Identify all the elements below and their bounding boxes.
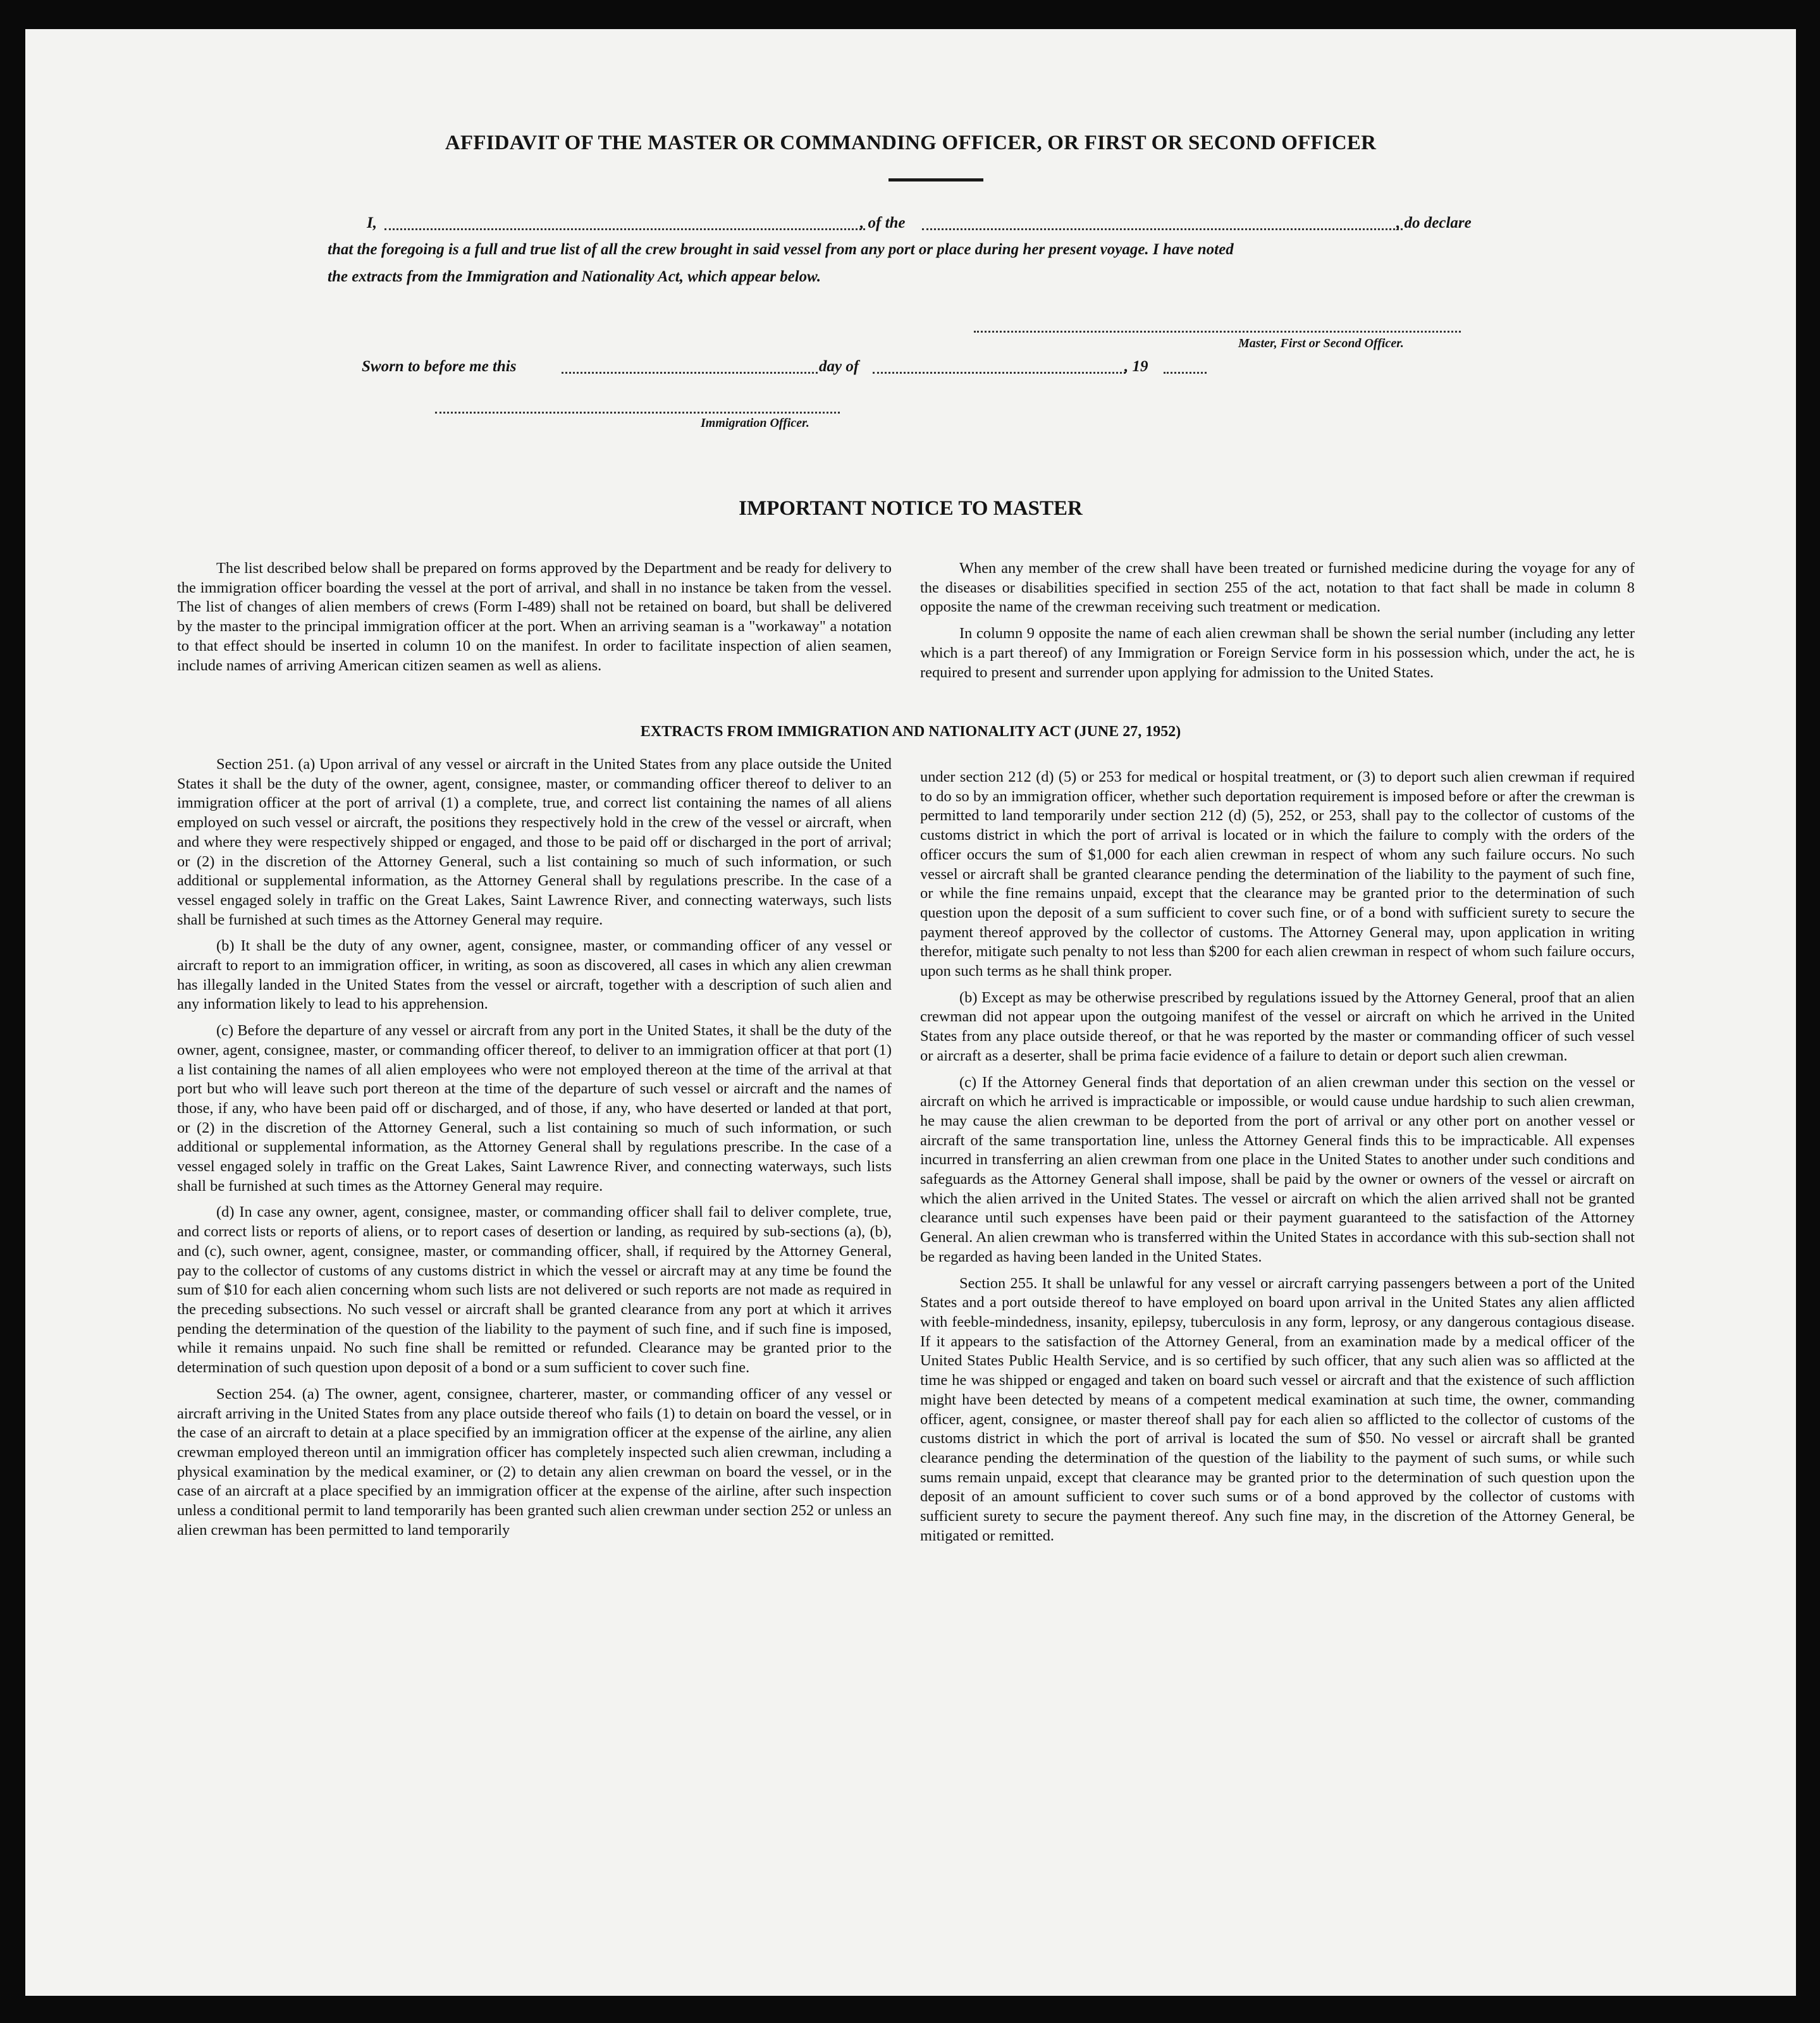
section-254-a-continued: under section 212 (d) (5) or 253 for medical or hospital treatment, or (3) to deport such alien crewman if required to do so by an immigration officer, whether such deportation requirement is imposed before or after the crewman is permitted to land temporarily under section 212 (d) (5), 252, or 253, shall pay to the collector of customs of the customs district in which the port of arrival is located or in which the failure to comply with the orders of the officer occurs the sum of $1,000 for each alien crewman in respect of whom any such failure occurs. No such vessel or aircraft shall be granted clearance pending the determination of the liability to the payment of such fine, or while the fine remains unpaid, except that the clearance may be granted prior to the determination of such question upon the deposit of a sum sufficient to cover such fine, or of a bond with sufficient surety to secure the payment thereof approved by the collector of customs. The Attorney General may, upon application in writing therefor, mitigate such penalty to not less than $200 for each alien crewman in respect of whom such failure occurs, upon such terms as he shall think proper.	[920, 768, 1635, 980]
affidavit-i-label: I,	[367, 214, 377, 231]
document-page	[25, 29, 1796, 1996]
affidavit-of-the-label: , of the	[860, 214, 906, 231]
section-254-b: (b) Except as may be otherwise prescribed by regulations issued by the Attorney General, proof that an alien crewman did not appear upon the outgoing manifest of the vessel or aircraft on which he arrived in the United States from any place outside thereof, or that he was reported by the master or commanding officer of such vessel or aircraft as a deserter, shall be prima facie evidence of a failure to detain or deport such alien crewman.	[920, 988, 1635, 1064]
vessel-field[interactable]	[922, 228, 1403, 230]
notice-title: IMPORTANT NOTICE TO MASTER	[739, 497, 1083, 520]
section-251-d: (d) In case any owner, agent, consignee, master, or commanding officer shall fail to deliver complete, true, and correct lists or reports of aliens, or to report cases of desertion or landing, as required by sub-sections (a), (b), and (c), such owner, agent, consignee, master, or commanding officer, shall, if required by the Attorney General, pay to the collector of customs of any customs district in which the vessel or aircraft may at any time be found the sum of $10 for each alien concerning whom such lists are not delivered or such reports are not made as required in the preceding subsections. No such vessel or aircraft shall be granted clearance from any port at which it arrives pending the determination of the question of the liability to the payment of such fine, and if such fine is imposed, while it remains unpaid. No such fine shall be remitted or refunded. Clearance may be granted prior to the determination of such question upon deposit of a bond or a sum sufficient to cover such fine.	[177, 1203, 892, 1377]
section-254-c: (c) If the Attorney General finds that deportation of an alien crewman under this section on the vessel or aircraft on which he arrived is impracticable or impossible, or would cause undue hardship to such alien crewman, he may cause the alien crewman to be deported from the port of arrival or any other port on another vessel or aircraft of the same transportation line, unless the Attorney General finds this to be impracticable. All expenses incurred in transferring an alien crewman from one place in the United States to another under such conditions and safeguards as the Attorney General shall impose, shall be paid by the owner or owners of the vessel or aircraft on which the alien arrived in the United States. The vessel or aircraft on which the alien arrived shall not be granted clearance until such expenses have been paid or their payment guaranteed to the satisfaction of the Attorney General. An alien crewman who is transferred within the United States in accordance with this sub-section shall not be regarded as having been landed in the United States.	[920, 1073, 1635, 1265]
section-251-b: (b) It shall be the duty of any owner, agent, consignee, master, or commanding officer of any vessel or aircraft to report to an immigration officer, in writing, as soon as discovered, all cases in which any alien crewman has illegally landed in the United States from the vessel or aircraft, together with a description of such alien and any information likely to lead to his apprehension.	[177, 937, 892, 1013]
section-255: Section 255. It shall be unlawful for any vessel or aircraft carrying passengers between a port of the United States and a port outside thereof to have employed on board upon arrival in the United States any alien afflicted with feeble-mindedness, insanity, epilepsy, tuberculosis in any form, leprosy, or any dangerous contagious disease. If it appears to the satisfaction of the Attorney General, from an examination made by a medical officer of the United States Public Health Service, and is so certified by such officer, that any such alien was so afflicted at the time he was shipped or engaged and taken on board such vessel or aircraft and that the existence of such affliction might have been detected by means of a competent medical examination at such time, the owner, commanding officer, agent, consignee, or master thereof shall pay for each alien so afflicted to the collector of customs of the customs district in which the port of arrival is located the sum of $50. No vessel or aircraft shall be granted clearance pending the determination of the question of the liability to the payment of such sums, or while such sums remain unpaid, except that clearance may be granted prior to the determination of such question upon the deposit of an amount sufficient to cover such sums or of a bond approved by the collector of customs with sufficient surety to secure the payment thereof. Any such fine may, in the discretion of the Attorney General, be mitigated or remitted.	[920, 1274, 1635, 1544]
extracts-left-column	[177, 755, 892, 1540]
master-signature-line[interactable]	[974, 331, 1461, 333]
master-signature-label: Master, First or Second Officer.	[1238, 336, 1404, 350]
affidavit-title: AFFIDAVIT OF THE MASTER OR COMMANDING OFFICER, OR FIRST OR SECOND OFFICER	[445, 132, 1377, 154]
sworn-year-field[interactable]	[1164, 372, 1207, 374]
day-of-label: day of	[819, 358, 859, 375]
extracts-title: EXTRACTS FROM IMMIGRATION AND NATIONALITY ACT (JUNE 27, 1952)	[640, 723, 1181, 740]
officer-signature-line[interactable]	[435, 412, 840, 414]
affidavit-do-declare-label: , do declare	[1396, 214, 1472, 231]
sworn-label: Sworn to before me this	[362, 358, 517, 375]
notice-right-paragraph-2: In column 9 opposite the name of each alien crewman shall be shown the serial number (including any letter which is a part thereof) of any Immigration or Foreign Service form in his possession which, under the act, he is required to present and surrender upon applying for admission to the United States.	[920, 625, 1635, 681]
section-251-c: (c) Before the departure of any vessel or aircraft from any port in the United States, it shall be the duty of the owner, agent, consignee, master, or commanding officer thereof, to deliver to an immigration officer at that port (1) a list containing the names of all alien employees who were not employed thereon at the time of the arrival at that port but who will leave such port thereon at the time of the departure of such vessel or aircraft and the names of those, if any, who have been paid off or discharged, and of those, if any, who have deserted or landed at that port, or (2) in the discretion of the Attorney General, such a list containing so much of such information, or such additional or supplemental information, as the Attorney General shall by regulations prescribe. In the case of a vessel engaged solely in traffic on the Great Lakes, Saint Lawrence River, and connecting waterways, such lists shall be furnished at such times as the Attorney General may require.	[177, 1022, 892, 1195]
officer-signature-label: Immigration Officer.	[701, 416, 809, 430]
section-251-a: Section 251. (a) Upon arrival of any vessel or aircraft in the United States from any place outside the United States it shall be the duty of the owner, agent, consignee, master, or commanding officer thereof to deliver to an immigration officer at the port of arrival (1) a complete, true, and correct list containing the names of all aliens employed on such vessel or aircraft, the positions they respectively hold in the crew of the vessel or aircraft, when and where they were respectively shipped or engaged, and those to be paid off or discharged in the port of arrival; or (2) in the discretion of the Attorney General, such a list containing so much of such information, or such additional or supplemental information, as the Attorney General shall by regulations prescribe. In the case of a vessel engaged solely in traffic on the Great Lakes, Saint Lawrence River, and connecting waterways, such lists shall be furnished at such times as the Attorney General may require.	[177, 756, 892, 928]
notice-left-paragraph: The list described below shall be prepared on forms approved by the Department and be ready for delivery to the immigration officer boarding the vessel at the port of arrival, and shall in no instance be taken from the vessel. The list of changes of alien members of crews (Form I-489) shall not be retained on board, but shall be delivered by the master to the principal immigration officer at the port. When an arriving seaman is a "workaway" a notation to that effect should be inserted in column 10 on the manifest. In order to facilitate inspection of alien seamen, include names of arriving American citizen seamen as well as aliens.	[177, 560, 892, 674]
section-254-a: Section 254. (a) The owner, agent, consignee, charterer, master, or commanding officer of any vessel or aircraft arriving in the United States from any place outside thereof who fails (1) to detain on board the vessel, or in the case of an aircraft to detain at a place specified by an immigration officer at the expense of the airline, any alien crewman employed thereon until an immigration officer has completely inspected such alien crewman, including a physical examination by the medical examiner, or (2) to detain any alien crewman on board the vessel, or in the case of an aircraft at a place specified by an immigration officer at the expense of the airline, after such inspection unless a conditional permit to land temporarily has been granted such alien crewman under section 252 or unless an alien crewman has been permitted to land temporarily	[177, 1385, 892, 1539]
title-rule	[888, 178, 983, 181]
extracts-right-column	[920, 768, 1635, 1546]
affidavit-line-2: that the foregoing is a full and true list of all the crew brought in said vessel from any port or place during her present voyage. I have noted	[328, 241, 1234, 258]
sworn-month-field[interactable]	[873, 372, 1126, 374]
affidavit-line-3: the extracts from the Immigration and Nationality Act, which appear below.	[328, 268, 821, 285]
notice-left-column	[177, 559, 892, 675]
notice-right-paragraph-1: When any member of the crew shall have been treated or furnished medicine during the voyage for any of the diseases or disabilities specified in section 255 of the act, notation to that fact shall be made in column 8 opposite the name of the crewman receiving such treatment or medication.	[920, 560, 1635, 616]
notice-right-column	[920, 559, 1635, 682]
sworn-day-field[interactable]	[562, 372, 818, 374]
year-label: , 19	[1124, 358, 1148, 375]
name-field[interactable]	[384, 228, 865, 230]
